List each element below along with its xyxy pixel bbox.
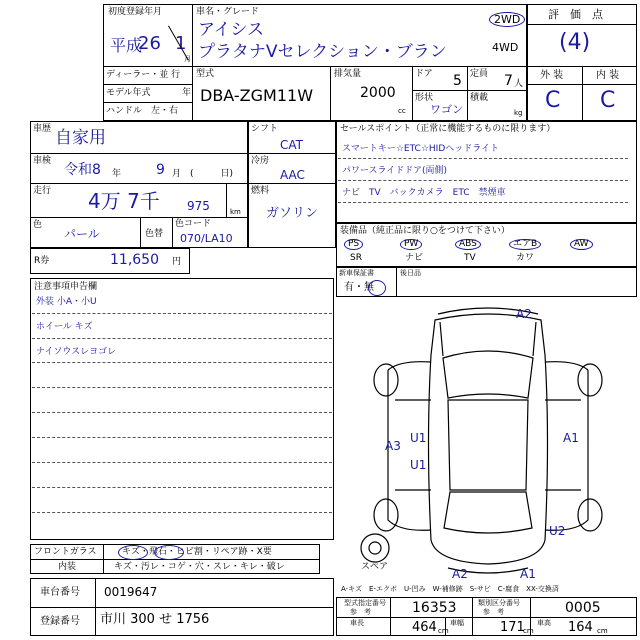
grade: プラタナVセレクション・ブラン bbox=[198, 42, 447, 62]
inspection-month: 9 bbox=[156, 162, 165, 178]
diagram-mark-front: A2 bbox=[516, 307, 532, 321]
notes-block bbox=[30, 278, 334, 540]
displacement-label: 排気量 bbox=[334, 69, 362, 79]
inspection-month-unit: 月 bbox=[172, 169, 182, 179]
class-num: 0005 bbox=[565, 600, 601, 616]
km-unit: km bbox=[230, 208, 241, 216]
width-unit: cm bbox=[523, 627, 534, 635]
length-unit: cm bbox=[438, 627, 449, 635]
interior-grade: C bbox=[600, 88, 616, 113]
inspection-label: 車検 bbox=[33, 156, 52, 166]
type-label: 型式 bbox=[196, 69, 215, 79]
windshield-label: フロントガラス bbox=[34, 547, 97, 557]
diagram-mark-right: A1 bbox=[563, 431, 579, 445]
length-label: 車長 bbox=[350, 619, 364, 627]
capacity: 7 bbox=[504, 73, 513, 89]
equip-navi: ナビ bbox=[405, 253, 424, 263]
inspection-era: 令和8 bbox=[64, 162, 101, 178]
class-sub: 参 考 bbox=[483, 608, 504, 616]
r-price-value: 11,650 bbox=[110, 252, 159, 268]
length: 464 bbox=[412, 620, 437, 635]
dealer-label: ディーラー・並 行 bbox=[106, 70, 181, 80]
shape-label: 形状 bbox=[415, 93, 434, 103]
diagram-mark-left-rear: U1 bbox=[410, 458, 427, 472]
color-code-label: 色コード bbox=[175, 219, 212, 229]
category-label: 車歴 bbox=[33, 124, 52, 134]
year-label: 年 bbox=[182, 88, 192, 98]
shape: ワゴン bbox=[430, 103, 463, 116]
r-price-label: R券 bbox=[34, 256, 50, 266]
sales-point-3: ナビ TV バックカメラ ETC 禁煙車 bbox=[342, 188, 506, 198]
car-name: アイシス bbox=[198, 20, 264, 40]
height-label: 車高 bbox=[537, 619, 551, 627]
warranty-label: 新車保証書 bbox=[339, 269, 374, 277]
warranty-value: 有・無 bbox=[344, 282, 374, 293]
r-price-unit: 円 bbox=[172, 257, 182, 267]
equip-pw: PW bbox=[400, 239, 422, 250]
reg-year: 26 bbox=[138, 33, 161, 54]
sales-points-label: セールスポイント（正常に機能するものに限ります） bbox=[340, 124, 556, 134]
chassis-label: 車台番号 bbox=[40, 587, 80, 598]
inspection-day: ( 日) bbox=[190, 169, 234, 179]
equip-sr: SR bbox=[350, 253, 362, 263]
interior-label: 内 装 bbox=[596, 70, 620, 81]
category: 自家用 bbox=[55, 128, 106, 148]
height-unit: cm bbox=[597, 627, 608, 635]
interior-row-label: 内装 bbox=[58, 562, 77, 572]
era: 平成 bbox=[110, 36, 143, 55]
color-change-label: 色替 bbox=[145, 229, 164, 239]
shift-label: シフト bbox=[251, 124, 279, 134]
model-spec-label: 型式指定番号 bbox=[344, 599, 386, 607]
diagram-mark-right-rear: U2 bbox=[549, 524, 566, 538]
chassis-value: 0019647 bbox=[104, 585, 158, 599]
model-spec-sub: 参 考 bbox=[350, 608, 371, 616]
exterior-grade: C bbox=[545, 88, 561, 113]
class-label: 類別区分番号 bbox=[478, 599, 520, 607]
diagram-mark-left-front: U1 bbox=[410, 431, 427, 445]
windshield-options: キズ・飛石・ヒビ割・リペア跡・X要 bbox=[122, 547, 272, 557]
header-block bbox=[103, 4, 527, 121]
ac: AAC bbox=[280, 168, 305, 182]
width-label: 車幅 bbox=[450, 619, 464, 627]
diagram-mark-rear-left: A2 bbox=[452, 567, 468, 581]
inspection-year-unit: 年 bbox=[112, 169, 122, 179]
diagram-legend: A-キズ E-エクボ U-凹み W-補修跡 S-サビ C-腐食 XX-交換済 bbox=[341, 585, 559, 593]
interior-row-options: キズ・汚レ・コゲ・穴・スレ・キレ・破レ bbox=[114, 562, 285, 572]
equipment-label: 装備品（純正品に限り○をつけて下さい） bbox=[340, 226, 510, 236]
fuel: ガソリン bbox=[266, 206, 319, 221]
mileage-main: 4万 7千 bbox=[88, 189, 160, 213]
notes-label: 注意事項申告欄 bbox=[34, 282, 98, 292]
sales-point-2: パワースライドドア(両側) bbox=[342, 166, 448, 176]
model-spec: 16353 bbox=[412, 600, 457, 616]
score-label: 評 価 点 bbox=[548, 8, 603, 21]
spare-label: スペア bbox=[361, 562, 389, 572]
color: パール bbox=[64, 227, 100, 241]
mileage-sub: 975 bbox=[187, 199, 210, 213]
model-year-label: モデル年式 bbox=[106, 88, 151, 98]
registration-value: 市川 300 せ 1756 bbox=[100, 612, 210, 627]
color-label: 色 bbox=[33, 220, 43, 230]
diagram-mark-left: A3 bbox=[385, 439, 401, 453]
exterior-label: 外 装 bbox=[540, 70, 564, 81]
month-unit: 月 bbox=[184, 55, 191, 63]
note-1: 外装 小A・小U bbox=[36, 297, 97, 307]
equip-leather: カワ bbox=[516, 253, 535, 263]
equip-ps: PS bbox=[344, 239, 363, 250]
equip-tv: TV bbox=[464, 253, 476, 263]
model-code: DBA-ZGM11W bbox=[200, 86, 314, 105]
displacement: 2000 bbox=[360, 85, 396, 101]
reg-month: 1 bbox=[175, 33, 187, 54]
drive-4wd: 4WD bbox=[492, 41, 519, 54]
cc-unit: cc bbox=[398, 107, 406, 115]
color-code: 070/LA10 bbox=[180, 232, 233, 245]
equip-aw: AW bbox=[570, 239, 593, 250]
load-label: 積載 bbox=[470, 93, 489, 103]
windshield-circle-2 bbox=[154, 545, 184, 560]
sales-point-1: スマートキー☆ETC☆HIDヘッドライト bbox=[342, 144, 499, 154]
first-reg-label: 初度登録年月 bbox=[108, 7, 163, 17]
equip-abs: ABS bbox=[455, 239, 481, 250]
diagram-mark-rear-right: A1 bbox=[520, 567, 536, 581]
height: 164 bbox=[568, 620, 593, 635]
note-2: ホイール キズ bbox=[36, 322, 93, 332]
score-value: (4) bbox=[559, 30, 591, 55]
name-grade-label: 車名・グレード bbox=[196, 7, 260, 17]
doors: 5 bbox=[453, 73, 462, 89]
warranty-circle bbox=[368, 280, 386, 296]
mileage-label: 走行 bbox=[33, 186, 52, 196]
fuel-label: 燃料 bbox=[251, 186, 270, 196]
shift: CAT bbox=[280, 138, 303, 152]
note-3: ナイソウスレヨゴレ bbox=[36, 347, 117, 357]
capacity-label: 定員 bbox=[470, 69, 489, 79]
drive-2wd: 2WD bbox=[489, 12, 525, 27]
later-items-label: 後日品 bbox=[400, 269, 421, 277]
person-unit: 人 bbox=[514, 79, 524, 89]
width: 171 bbox=[500, 620, 525, 635]
ac-label: 冷房 bbox=[251, 156, 270, 166]
equip-airbag: エアB bbox=[509, 239, 541, 250]
doors-label: ドア bbox=[415, 69, 433, 79]
kg-unit: kg bbox=[514, 109, 523, 117]
windshield-circle-1 bbox=[118, 545, 148, 560]
handle-label: ハンドル 左・右 bbox=[106, 106, 179, 116]
registration-label: 登録番号 bbox=[40, 616, 80, 627]
